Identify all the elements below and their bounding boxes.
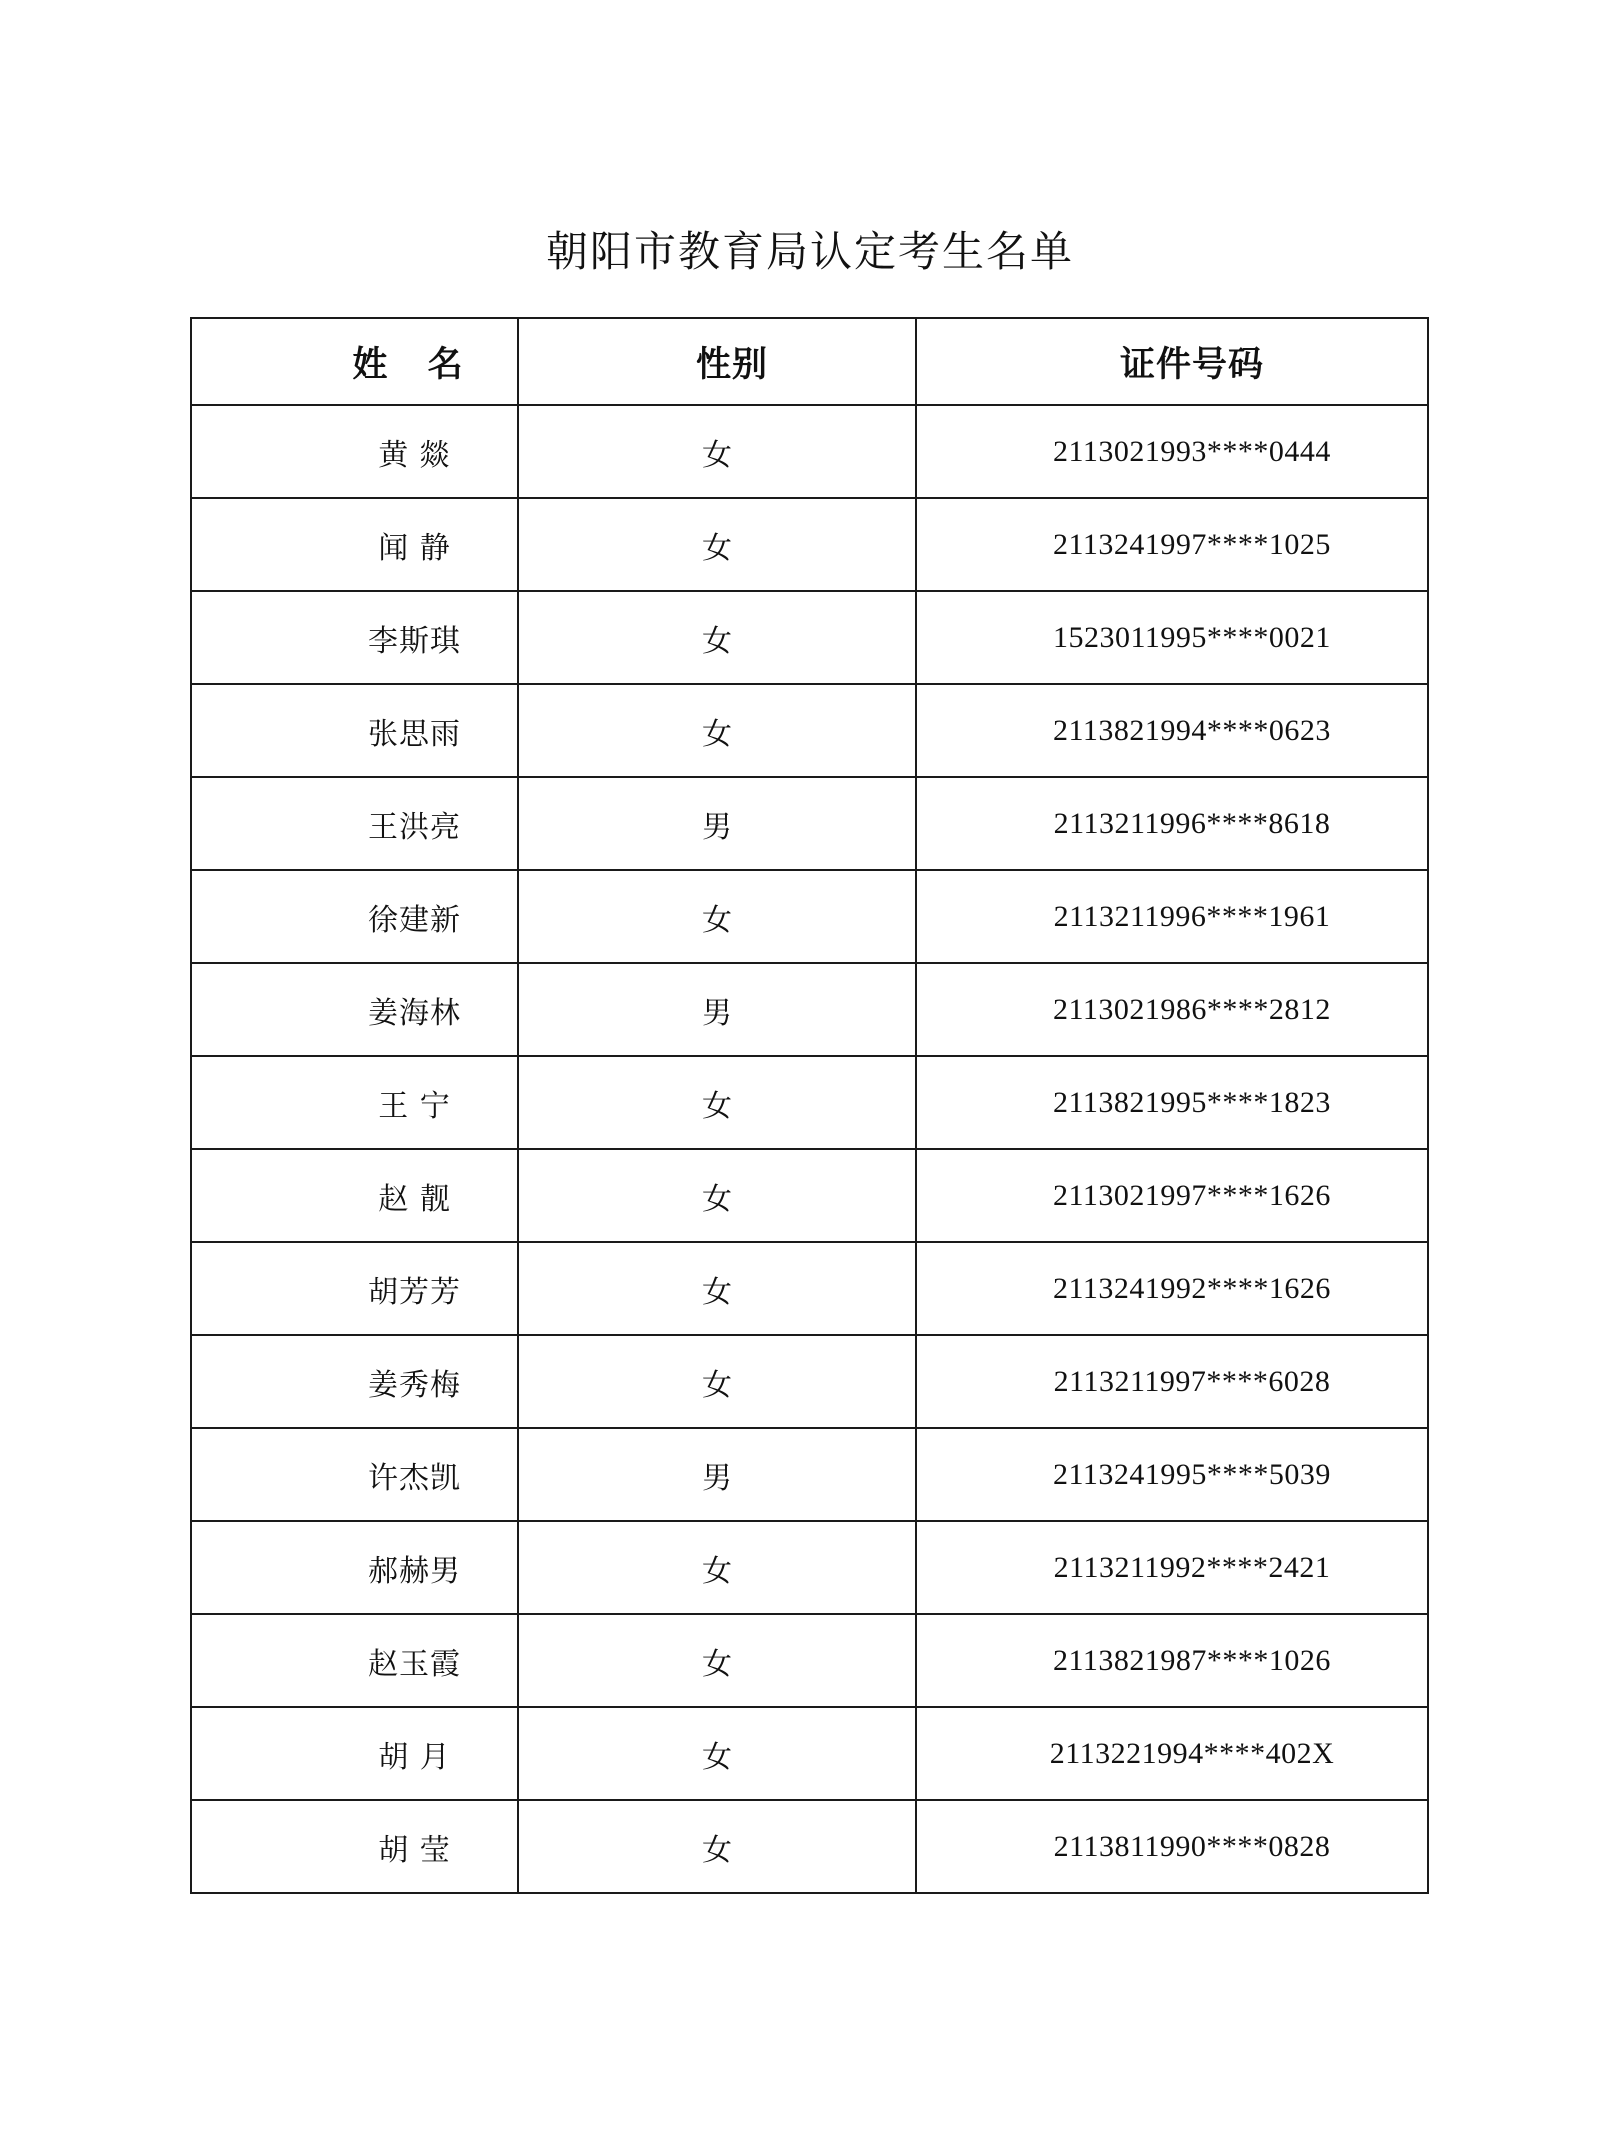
name-cell: 赵玉霞 (191, 1614, 518, 1707)
table-body (191, 405, 1428, 1893)
table-row (191, 1707, 1428, 1800)
id-number-cell: 2113021986****2812 (916, 963, 1428, 1056)
name-cell: 姜秀梅 (191, 1335, 518, 1428)
id-number-cell: 2113211992****2421 (916, 1521, 1428, 1614)
header-sex: 性别 (518, 318, 916, 405)
header-name: 姓 名 (191, 318, 518, 405)
table-row (191, 1242, 1428, 1335)
sex-cell: 女 (518, 405, 916, 498)
name-cell: 李斯琪 (191, 591, 518, 684)
header-row (191, 318, 1428, 405)
sex-cell: 女 (518, 1707, 916, 1800)
page-title: 朝阳市教育局认定考生名单 (545, 227, 1074, 276)
sex-cell: 女 (518, 1800, 916, 1893)
candidate-table (190, 317, 1429, 1894)
id-number-cell: 2113821994****0623 (916, 684, 1428, 777)
header-id-number: 证件号码 (916, 318, 1428, 405)
name-cell: 胡 月 (191, 1707, 518, 1800)
sex-cell: 男 (518, 963, 916, 1056)
sex-cell: 女 (518, 1614, 916, 1707)
name-cell: 许杰凯 (191, 1428, 518, 1521)
id-number-cell: 2113211996****8618 (916, 777, 1428, 870)
sex-cell: 女 (518, 1335, 916, 1428)
table-row (191, 963, 1428, 1056)
name-cell: 王洪亮 (191, 777, 518, 870)
sex-cell: 女 (518, 1056, 916, 1149)
table-row (191, 870, 1428, 963)
table-row (191, 1800, 1428, 1893)
table-row (191, 777, 1428, 870)
name-cell: 闻 静 (191, 498, 518, 591)
table-row (191, 405, 1428, 498)
id-number-cell: 1523011995****0021 (916, 591, 1428, 684)
name-cell: 胡芳芳 (191, 1242, 518, 1335)
table-row (191, 1335, 1428, 1428)
sex-cell: 女 (518, 1242, 916, 1335)
sex-cell: 女 (518, 498, 916, 591)
id-number-cell: 2113811990****0828 (916, 1800, 1428, 1893)
id-number-cell: 2113211997****6028 (916, 1335, 1428, 1428)
sex-cell: 女 (518, 1149, 916, 1242)
id-number-cell: 2113241992****1626 (916, 1242, 1428, 1335)
table-row (191, 498, 1428, 591)
table-row (191, 591, 1428, 684)
name-cell: 赵 靓 (191, 1149, 518, 1242)
sex-cell: 女 (518, 1521, 916, 1614)
id-number-cell: 2113021993****0444 (916, 405, 1428, 498)
name-cell: 姜海林 (191, 963, 518, 1056)
name-cell: 胡 莹 (191, 1800, 518, 1893)
name-cell: 张思雨 (191, 684, 518, 777)
name-cell: 徐建新 (191, 870, 518, 963)
sex-cell: 男 (518, 777, 916, 870)
sex-cell: 男 (518, 1428, 916, 1521)
id-number-cell: 2113241997****1025 (916, 498, 1428, 591)
id-number-cell: 2113211996****1961 (916, 870, 1428, 963)
table-row (191, 1056, 1428, 1149)
id-number-cell: 2113241995****5039 (916, 1428, 1428, 1521)
table-row (191, 1521, 1428, 1614)
name-cell: 王 宁 (191, 1056, 518, 1149)
sex-cell: 女 (518, 684, 916, 777)
table-row (191, 1149, 1428, 1242)
id-number-cell: 2113021997****1626 (916, 1149, 1428, 1242)
id-number-cell: 2113821987****1026 (916, 1614, 1428, 1707)
name-cell: 黄 燚 (191, 405, 518, 498)
id-number-cell: 2113221994****402X (916, 1707, 1428, 1800)
sex-cell: 女 (518, 591, 916, 684)
table-row (191, 1614, 1428, 1707)
sex-cell: 女 (518, 870, 916, 963)
id-number-cell: 2113821995****1823 (916, 1056, 1428, 1149)
table-row (191, 1428, 1428, 1521)
name-cell: 郝赫男 (191, 1521, 518, 1614)
table-header (191, 318, 1428, 405)
table-row (191, 684, 1428, 777)
